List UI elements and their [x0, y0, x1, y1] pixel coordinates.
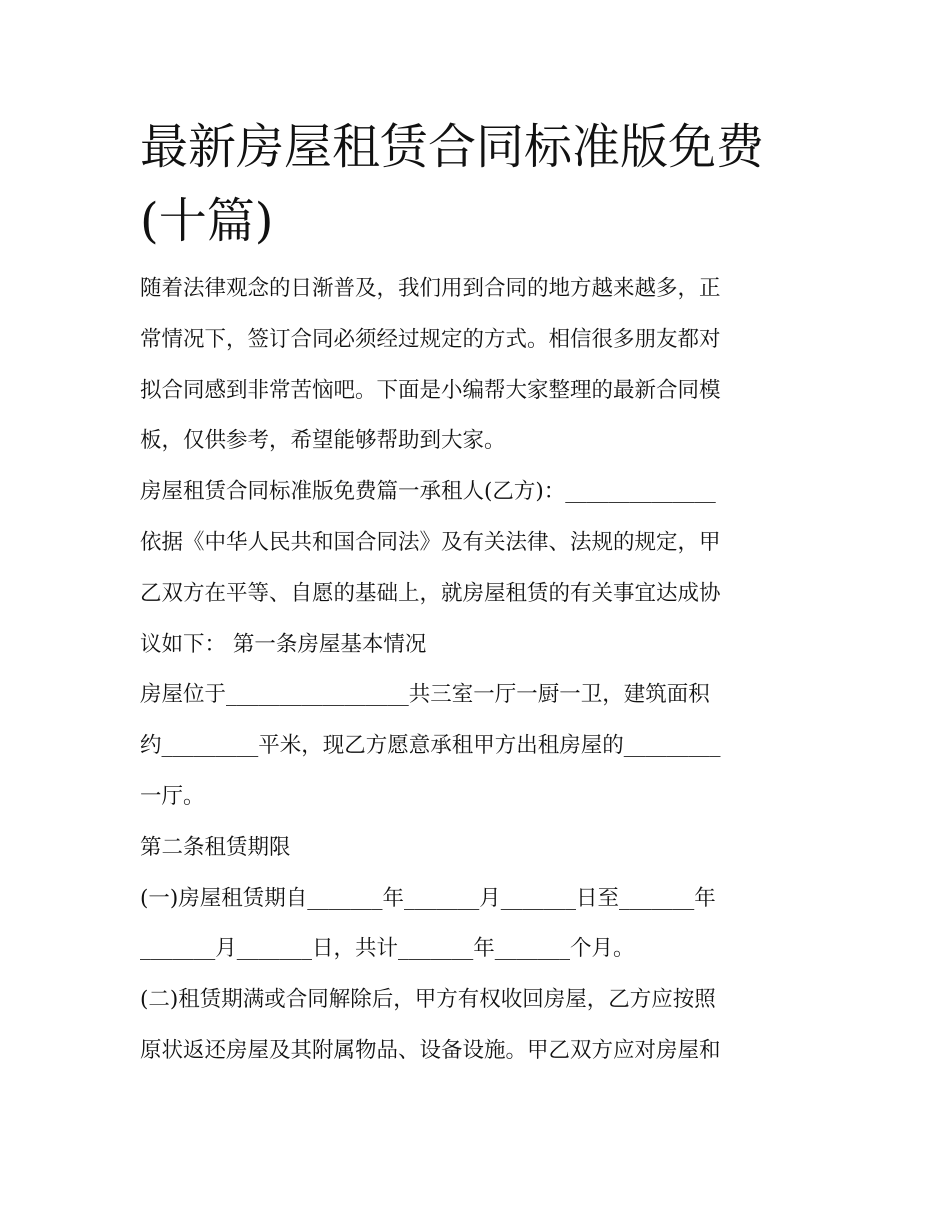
text-line: 房屋租赁合同标准版免费篇一承租人(乙方)：______________ [140, 479, 716, 505]
text-line: 原状返还房屋及其附属物品、设备设施。甲乙双方应对房屋和 [140, 1037, 721, 1063]
text-line: 板，仅供参考，希望能够帮助到大家。 [140, 428, 506, 454]
document-title [140, 110, 820, 258]
text-line: 一厅。 [140, 783, 205, 809]
text-line: (一)房屋租赁期自_______年_______月_______日至_______年 [140, 885, 716, 911]
text-line: (二)租赁期满或合同解除后，甲方有权收回房屋，乙方应按照 [140, 987, 716, 1013]
house-info-paragraph [140, 670, 820, 822]
document-page [140, 110, 820, 1077]
text-line: 约_________平米，现乙方愿意承租甲方出租房屋的_________ [140, 733, 721, 759]
title-line: 最新房屋租赁合同标准版免费 [140, 119, 765, 175]
text-line: 依据《中华人民共和国合同法》及有关法律、法规的规定，甲 [140, 529, 721, 555]
intro-paragraph [140, 264, 820, 467]
lease-expiry-paragraph [140, 975, 820, 1077]
text-line: 拟合同感到非常苦恼吧。下面是小编帮大家整理的最新合同模 [140, 377, 721, 403]
text-line: 乙双方在平等、自愿的基础上，就房屋租赁的有关事宜达成协 [140, 580, 721, 606]
lease-term-paragraph [140, 874, 820, 976]
section-heading-lease-term [140, 823, 820, 874]
text-line: 常情况下，签订合同必须经过规定的方式。相信很多朋友都对 [140, 326, 721, 352]
text-line: 随着法律观念的日渐普及，我们用到合同的地方越来越多，正 [140, 276, 721, 301]
text-line: 议如下： 第一条房屋基本情况 [140, 631, 427, 657]
title-line: (十篇) [140, 193, 274, 249]
contract-preamble-paragraph [140, 467, 820, 670]
text-line: 第二条租赁期限 [140, 834, 291, 860]
text-line: 房屋位于_________________共三室一厅一厨一卫，建筑面积 [140, 682, 710, 708]
text-line: _______月_______日，共计_______年_______个月。 [140, 936, 635, 962]
